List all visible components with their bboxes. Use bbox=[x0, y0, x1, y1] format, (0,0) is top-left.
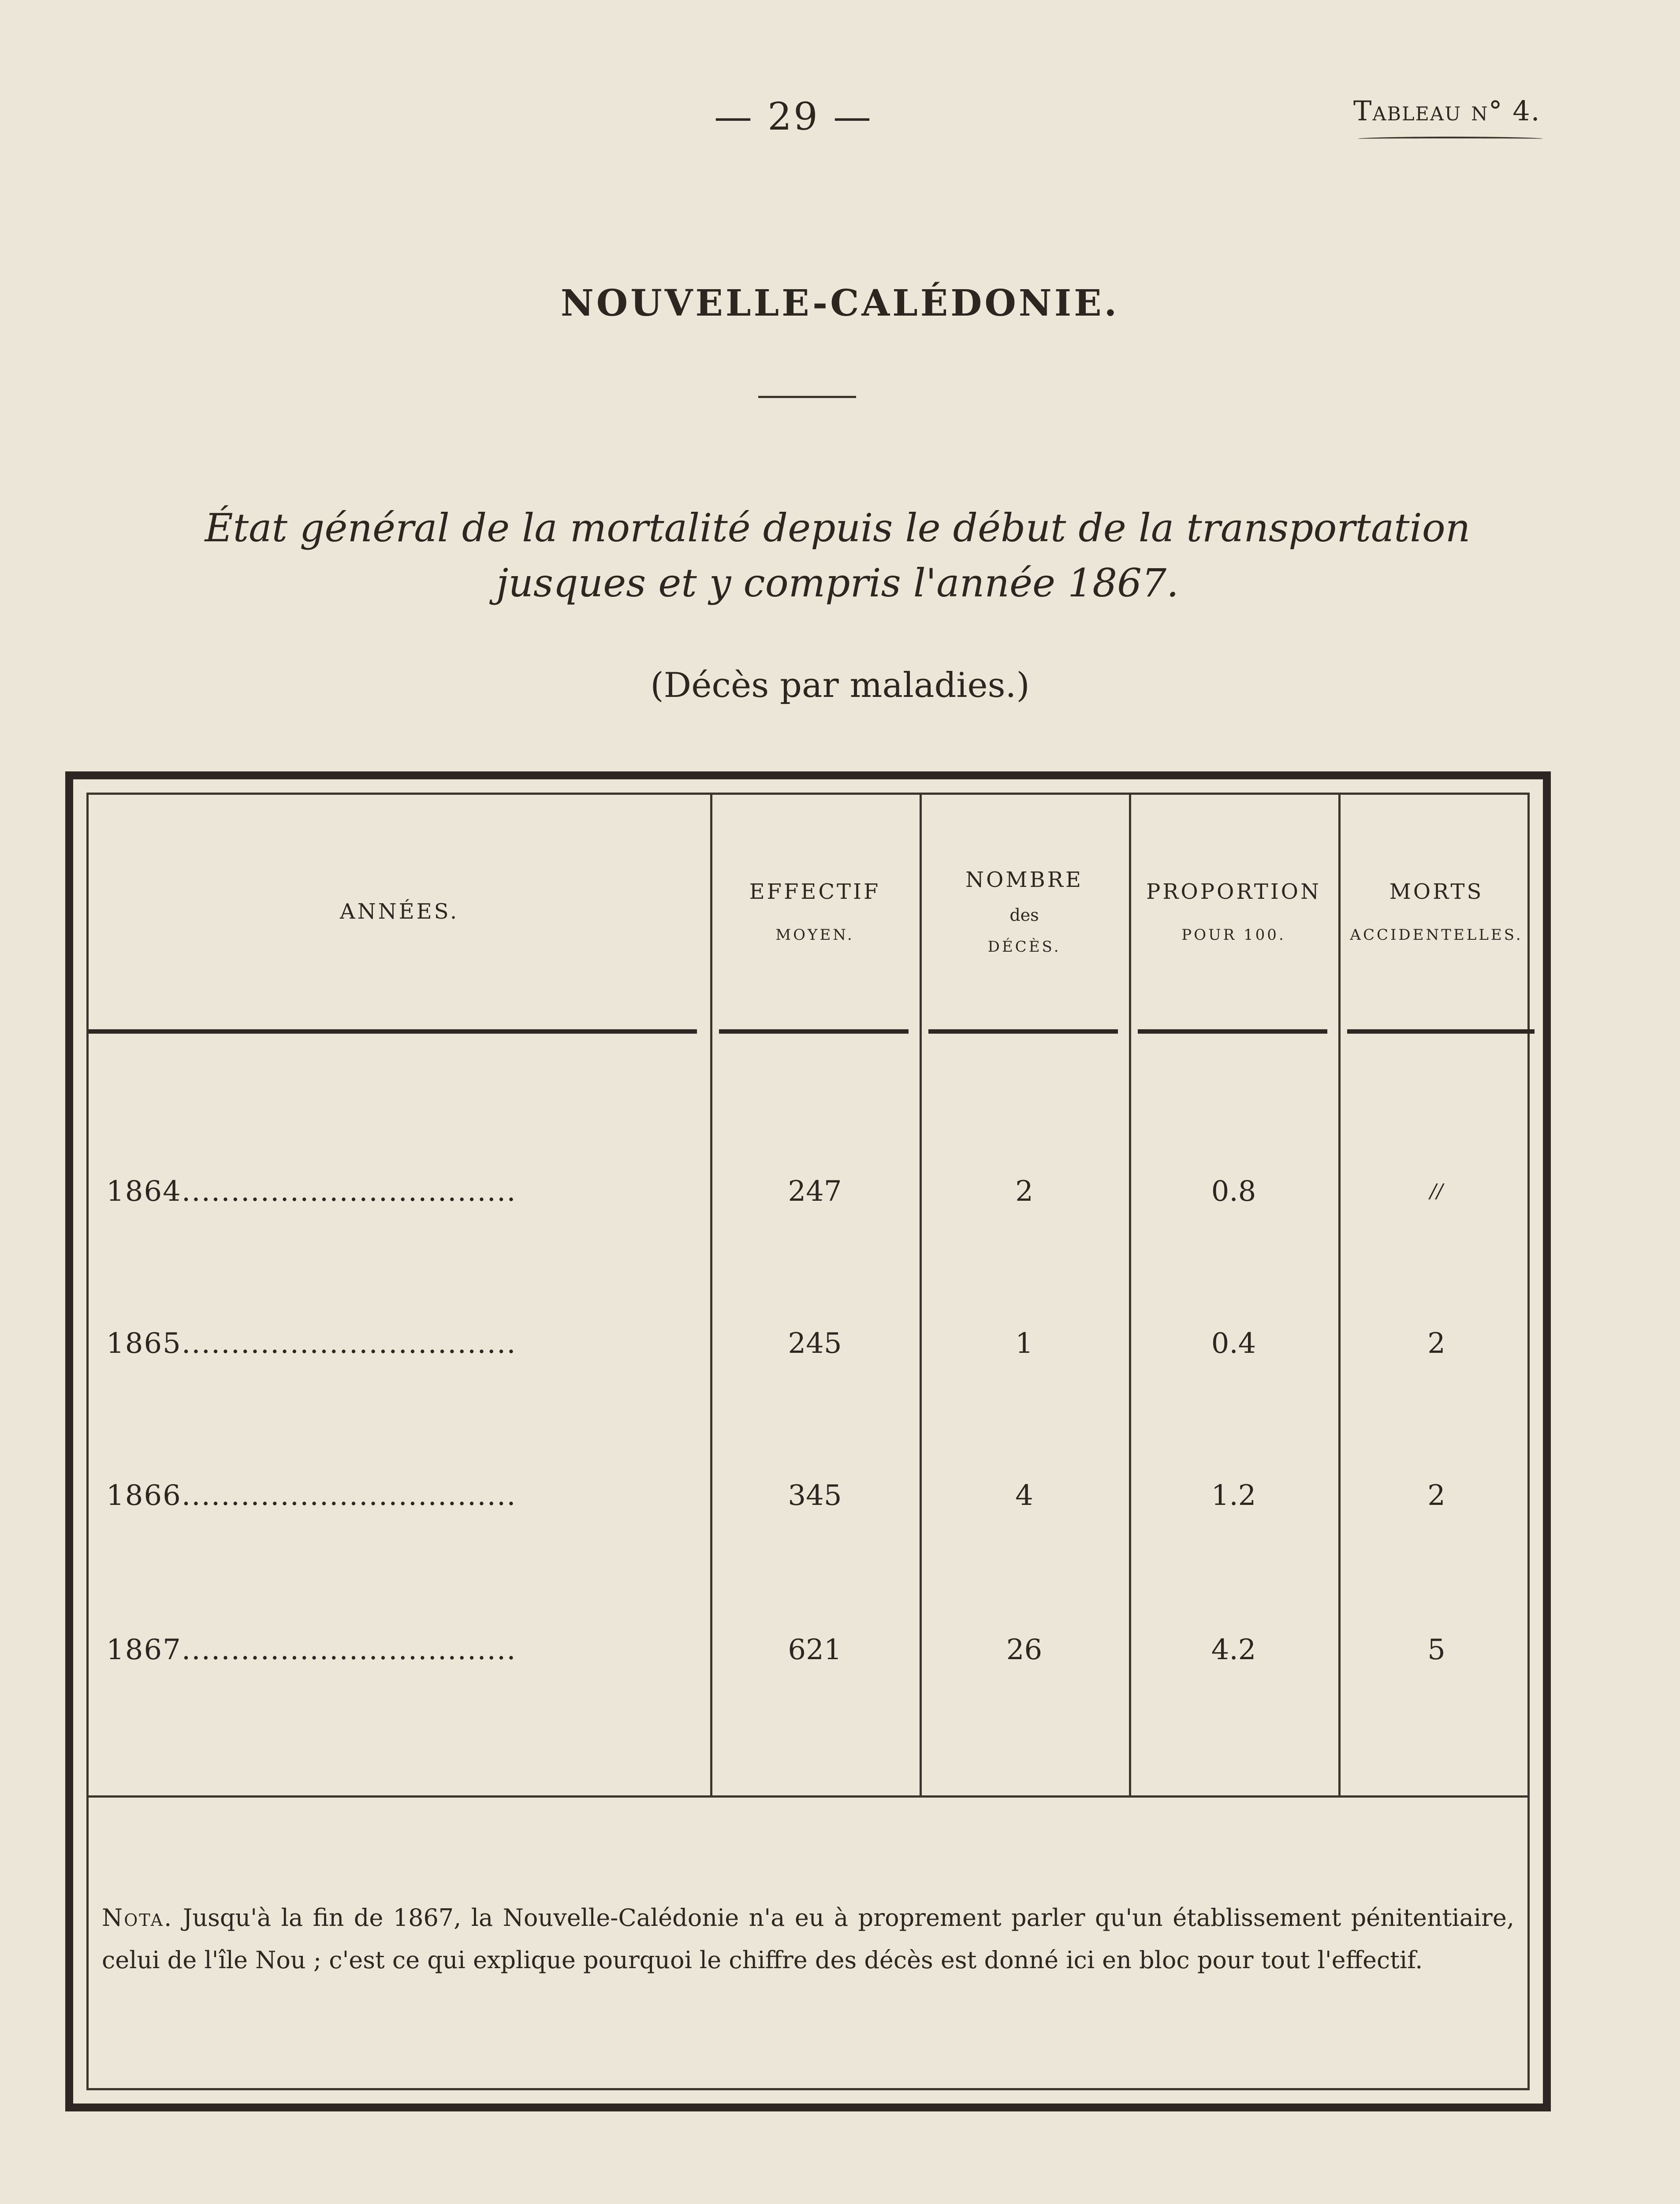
row-morts: // bbox=[1430, 1180, 1443, 1203]
row-year: 1866.................................. bbox=[106, 1479, 517, 1512]
row-proportion: 1.2 bbox=[1211, 1479, 1256, 1512]
row-year: 1867.................................. bbox=[106, 1634, 517, 1666]
row-year: 1865.................................. bbox=[106, 1327, 517, 1360]
tableau-reference: Tableau n° 4. bbox=[1353, 95, 1541, 127]
row-deces: 4 bbox=[1015, 1479, 1033, 1512]
row-morts: 2 bbox=[1427, 1327, 1445, 1360]
header-nombre-label: NOMBRE bbox=[965, 867, 1083, 892]
header-morts-label: MORTS bbox=[1389, 879, 1484, 904]
header-bar bbox=[89, 1029, 697, 1034]
row-deces: 1 bbox=[1015, 1327, 1033, 1360]
header-effectif bbox=[710, 795, 920, 1028]
row-morts: 5 bbox=[1427, 1634, 1445, 1666]
row-effectif: 247 bbox=[788, 1175, 842, 1208]
state-title-line-2: jusques et y compris l'année 1867. bbox=[496, 560, 1179, 606]
row-deces: 2 bbox=[1015, 1175, 1033, 1208]
row-effectif: 621 bbox=[788, 1634, 842, 1666]
note-text: Jusqu'à la fin de 1867, la Nouvelle-Calédonie n'a eu à proprement parler qu'un établissement pénitentiaire, celui de l'île Nou ; c'est ce qui explique pourquoi le chiffre des décès est donné ici en bloc pour tout l'effectif. bbox=[102, 1904, 1514, 1974]
header-effectif-label: EFFECTIF bbox=[749, 879, 881, 904]
header-morts bbox=[1338, 795, 1535, 1028]
table-note bbox=[102, 1897, 1514, 1981]
header-nombre bbox=[920, 795, 1129, 1028]
row-morts: 2 bbox=[1427, 1479, 1445, 1512]
row-proportion: 4.2 bbox=[1211, 1634, 1256, 1666]
row-proportion: 0.8 bbox=[1211, 1175, 1256, 1208]
row-effectif: 245 bbox=[788, 1327, 842, 1360]
header-bar bbox=[928, 1029, 1118, 1034]
footer-rule bbox=[89, 1795, 1527, 1798]
header-bar bbox=[1347, 1029, 1535, 1034]
state-title bbox=[88, 500, 1587, 611]
table-inner-frame bbox=[86, 793, 1530, 2090]
header-nombre-mid: des bbox=[1009, 905, 1039, 925]
tableau-underline bbox=[1358, 137, 1543, 141]
row-effectif: 345 bbox=[788, 1479, 842, 1512]
row-proportion: 0.4 bbox=[1211, 1327, 1256, 1360]
header-bar bbox=[719, 1029, 909, 1034]
note-label: Nota. bbox=[102, 1904, 173, 1932]
header-proportion-label: PROPORTION bbox=[1146, 879, 1322, 904]
row-year: 1864.................................. bbox=[106, 1175, 517, 1208]
section-title: NOUVELLE-CALÉDONIE. bbox=[560, 282, 1120, 324]
header-annees bbox=[89, 795, 710, 1028]
header-bar bbox=[1138, 1029, 1327, 1034]
row-deces: 26 bbox=[1006, 1634, 1043, 1666]
header-proportion-sub: POUR 100. bbox=[1181, 926, 1286, 944]
title-rule bbox=[758, 396, 856, 398]
page-number: — 29 — bbox=[714, 95, 873, 139]
header-proportion bbox=[1129, 795, 1338, 1028]
mortality-table bbox=[65, 771, 1551, 2111]
subtitle: (Décès par maladies.) bbox=[650, 666, 1030, 705]
header-effectif-sub: MOYEN. bbox=[775, 926, 854, 944]
header-annees-label: ANNÉES. bbox=[339, 899, 459, 924]
header-nombre-sub: DÉCÈS. bbox=[987, 938, 1061, 956]
header-morts-sub: ACCIDENTELLES. bbox=[1350, 926, 1523, 944]
state-title-line-1: État général de la mortalité depuis le début de la transportation bbox=[205, 505, 1471, 551]
